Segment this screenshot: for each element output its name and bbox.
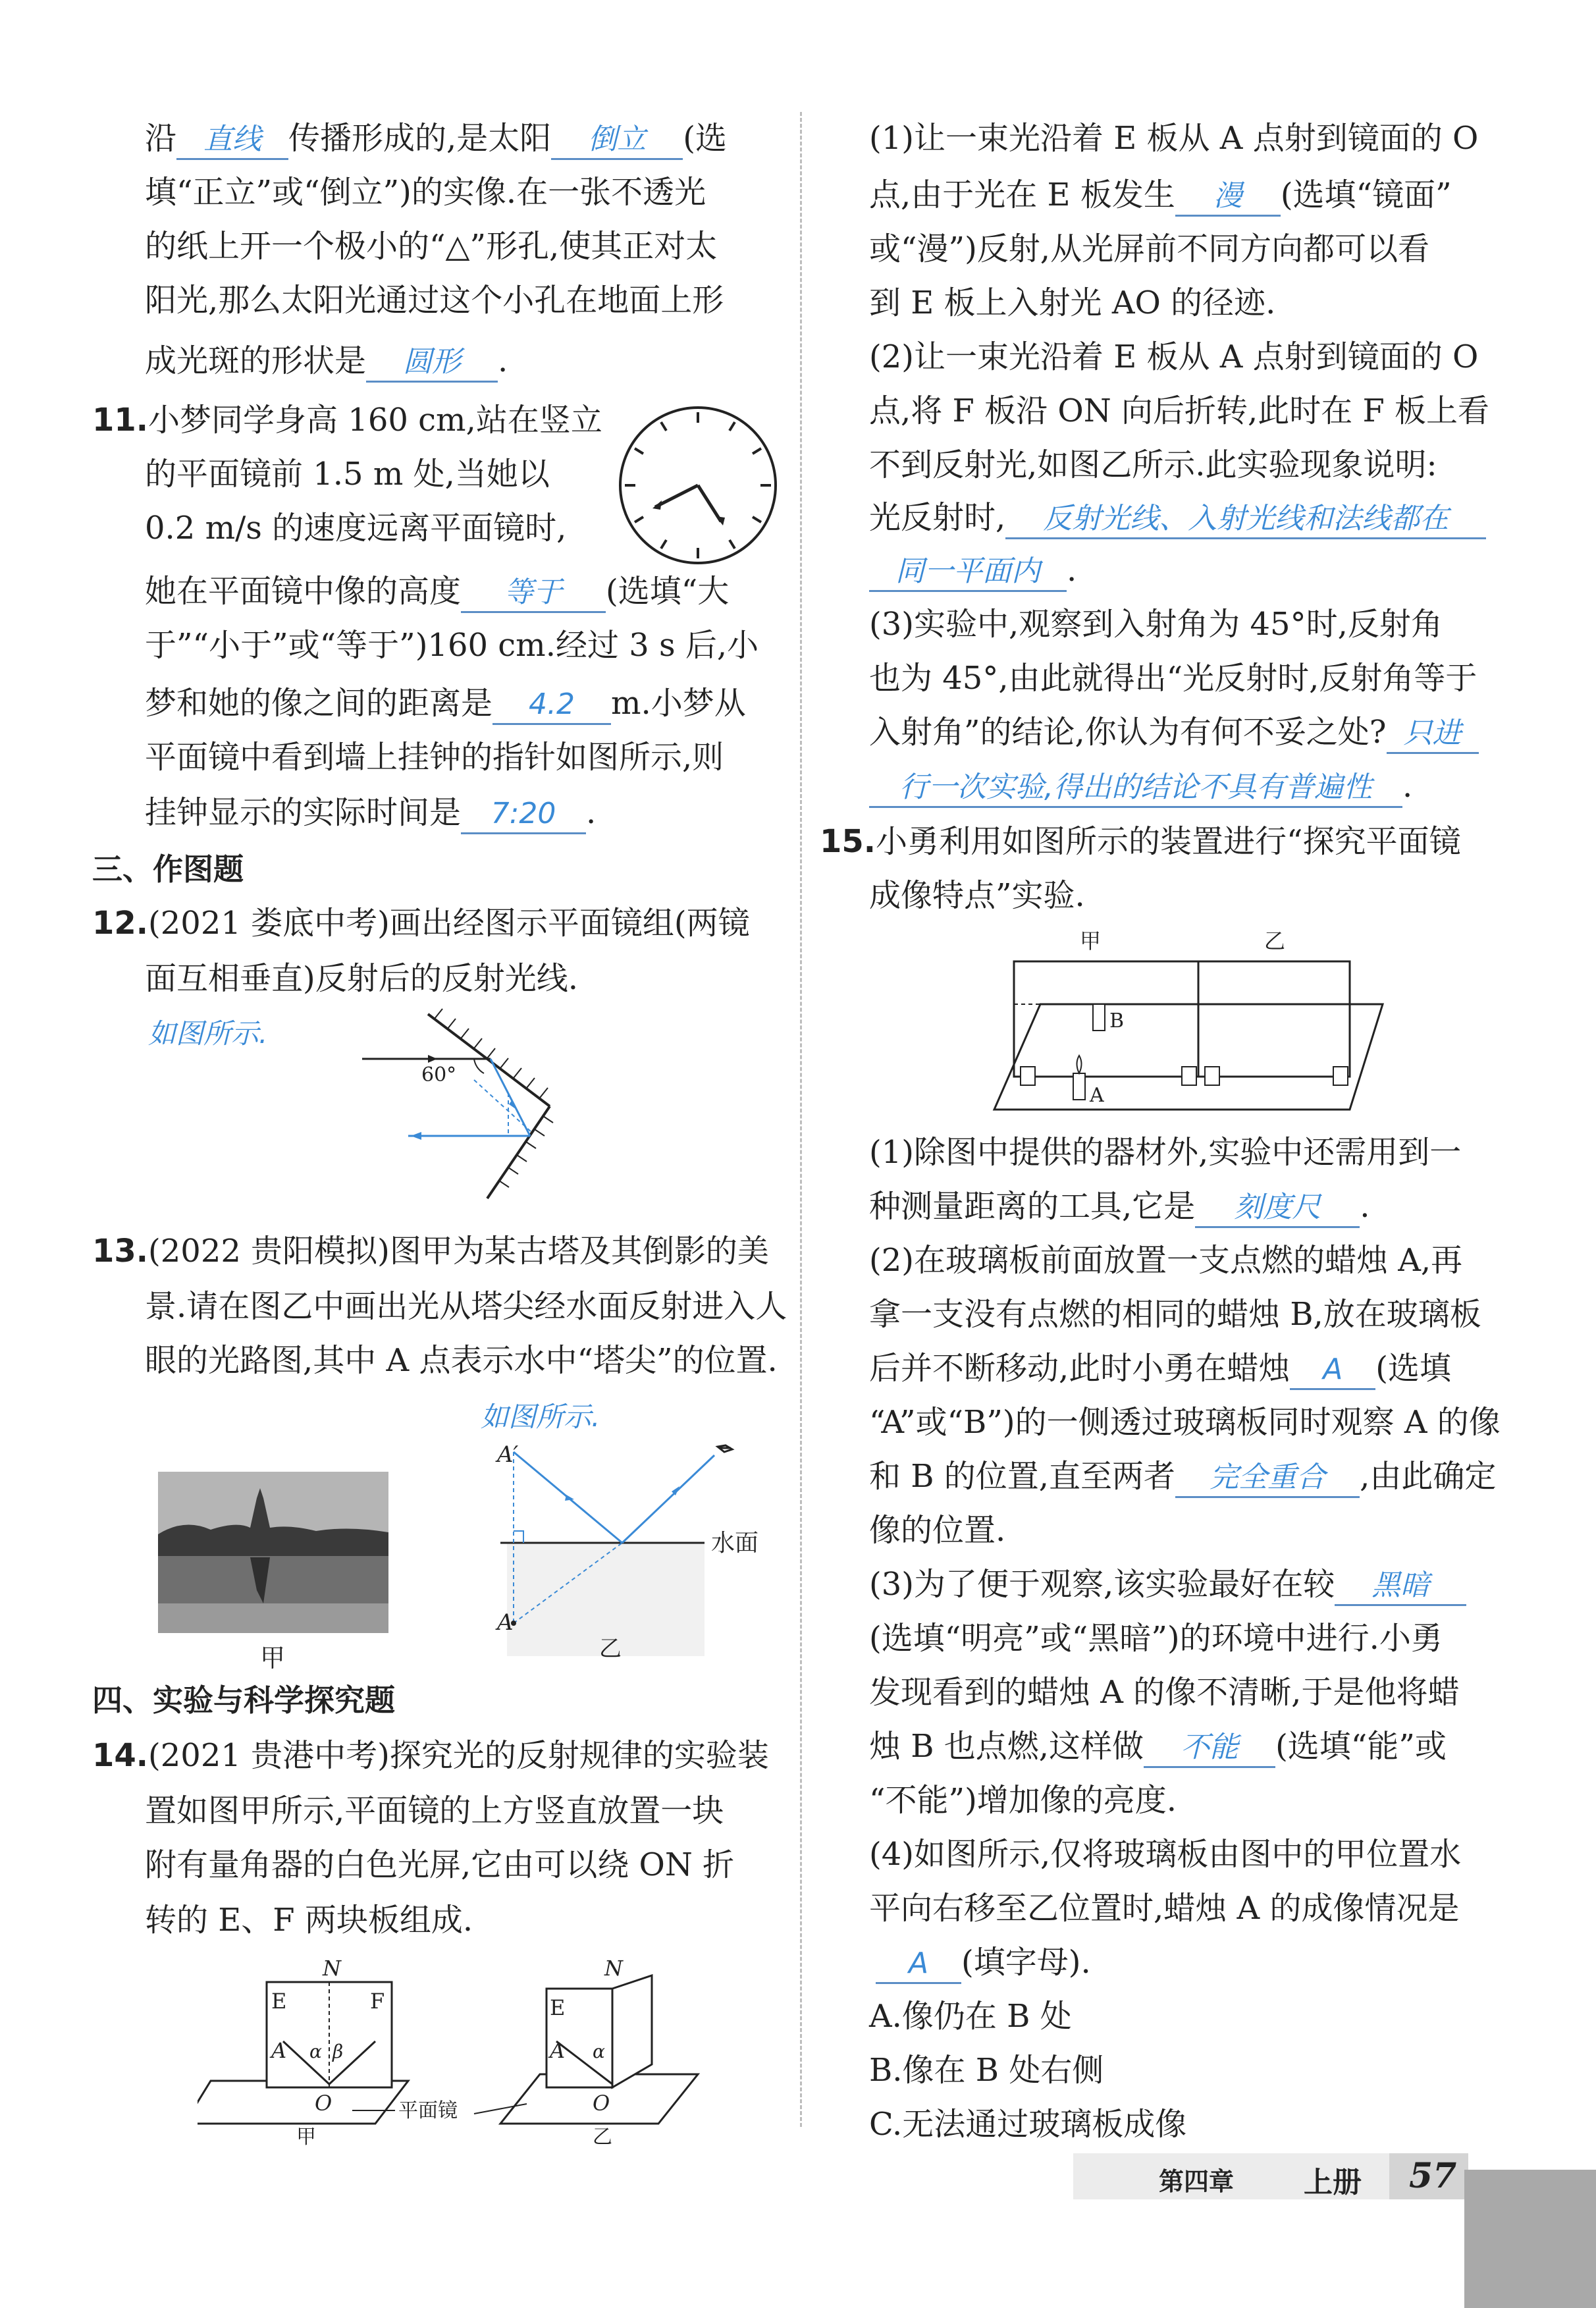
label-mirror: 平面镜 xyxy=(398,2099,458,2122)
label-O-yi: O xyxy=(593,2091,610,2116)
q13-line1 xyxy=(92,1231,769,1271)
eye-icon xyxy=(718,1445,732,1452)
label-yi: 乙 xyxy=(1264,928,1286,953)
text: (选填 xyxy=(1375,1350,1451,1387)
stand-mid2 xyxy=(1205,1067,1219,1085)
q10-line3: 的纸上开一个极小的“△”形孔,使其正对太 xyxy=(145,228,718,265)
q14-line2: 置如图甲所示,平面镜的上方竖直放置一块 xyxy=(145,1792,724,1829)
q14-p2-line2: 点,将 F 板沿 ON 向后折转,此时在 F 板上看 xyxy=(869,392,1490,429)
answer-blank: 只进 xyxy=(1387,715,1479,754)
q14-p1-line1: (1)让一束光沿着 E 板从 A 点射到镜面的 O xyxy=(869,120,1479,157)
answer-blank: 圆形 xyxy=(366,344,498,383)
label-N-yi: N xyxy=(604,1956,623,1981)
text: m.小梦从 xyxy=(611,685,746,722)
q13-reflection-figure xyxy=(487,1432,777,1669)
minute-hand-tip xyxy=(716,516,725,525)
section-3-title: 三、作图题 xyxy=(92,851,244,887)
incident-arrow xyxy=(565,1495,574,1501)
q14-p3-line3 xyxy=(869,712,1479,754)
q14-p3-line4 xyxy=(869,766,1412,808)
q14-line4: 转的 E、F 两块板组成. xyxy=(145,1902,473,1939)
hour-hand xyxy=(655,485,698,507)
answer-blank: 刻度尺 xyxy=(1195,1189,1360,1228)
volume-label: 上册 xyxy=(1304,2166,1362,2199)
text: . xyxy=(1402,768,1413,805)
question-number: 15. xyxy=(820,823,876,860)
minute-hand xyxy=(698,485,721,522)
text: . xyxy=(1360,1188,1370,1225)
q14-p1-line3: 或“漫”)反射,从光屏前不同方向都可以看 xyxy=(869,230,1430,267)
answer-blank: 黑暗 xyxy=(1335,1567,1466,1606)
q15-p3-line3: 发现看到的蜡烛 A 的像不清晰,于是他将蜡 xyxy=(869,1674,1460,1711)
reflected-ray xyxy=(622,1455,714,1543)
text: (选 xyxy=(683,120,728,157)
q15-p2-line6: 像的位置. xyxy=(869,1512,1006,1549)
photo-label-jia: 甲 xyxy=(260,1644,286,1673)
q11-line3: 0.2 m/s 的速度远离平面镜时, xyxy=(145,510,567,547)
clock-figure xyxy=(616,403,780,568)
label-beta: β xyxy=(332,2041,344,2062)
text: 她在平面镜中像的高度 xyxy=(145,573,462,610)
reflected-ray-1 xyxy=(491,1059,530,1136)
text: (2021 娄底中考)画出经图示平面镜组(两镜 xyxy=(148,905,750,942)
q10-line5 xyxy=(145,341,508,383)
flame-icon xyxy=(1077,1056,1082,1073)
text: . xyxy=(1067,552,1077,589)
label-A: A xyxy=(1090,1084,1104,1107)
label-F: F xyxy=(370,1989,385,2014)
question-number: 14. xyxy=(92,1737,149,1774)
q14-p1-line4: 到 E 板上入射光 AO 的径迹. xyxy=(869,284,1276,321)
label-jia: 甲 xyxy=(296,2126,316,2147)
text: ,由此确定 xyxy=(1360,1458,1497,1495)
text: 挂钟显示的实际时间是 xyxy=(145,794,462,831)
label-O: O xyxy=(315,2091,332,2116)
text: 小梦同学身高 160 cm,站在竖立 xyxy=(148,402,602,439)
right-angle-mark xyxy=(514,1531,523,1543)
text: 梦和她的像之间的距离是 xyxy=(145,685,493,722)
option-a: A.像仍在 B 处 xyxy=(869,1998,1072,2035)
answer-blank: 反射光线、入射光线和法线都在 xyxy=(1005,500,1486,539)
chapter-label: 第四章 xyxy=(1159,2167,1235,2196)
text: 传播形成的,是太阳 xyxy=(288,120,552,157)
page-number: 57 xyxy=(1409,2156,1457,2196)
stand-left xyxy=(1021,1067,1035,1085)
text: (选填“能”或 xyxy=(1275,1728,1447,1765)
q15-p2-line5 xyxy=(869,1457,1496,1498)
label-jia: 甲 xyxy=(1080,928,1102,953)
q11-line5: 于”“小于”或“等于”)160 cm.经过 3 s 后,小 xyxy=(145,627,759,664)
q10-line4: 阳光,那么太阳光通过这个小孔在地面上形 xyxy=(145,282,724,319)
q15-p2-line1: (2)在玻璃板前面放置一支点燃的蜡烛 A,再 xyxy=(869,1242,1463,1279)
q14-p1-line2 xyxy=(869,175,1452,217)
q14-p2-line4 xyxy=(869,498,1486,539)
q15-p1-line2 xyxy=(869,1187,1370,1228)
text: (填字母). xyxy=(961,1944,1091,1981)
text: 点,由于光在 E 板发生 xyxy=(869,176,1175,213)
q14-p2-line1: (2)让一束光沿着 E 板从 A 点射到镜面的 O xyxy=(869,338,1479,375)
label-E: E xyxy=(271,1989,287,2014)
q15-p3-line1 xyxy=(869,1565,1466,1606)
answer-blank: 完全重合 xyxy=(1175,1459,1360,1498)
q12-line2: 面互相垂直)反射后的反射光线. xyxy=(145,960,578,997)
hour-hand-tip xyxy=(652,500,662,510)
q15-p2-line3 xyxy=(869,1349,1451,1390)
mirror-upper xyxy=(428,1014,550,1106)
candle-A xyxy=(1073,1073,1085,1100)
stand-right xyxy=(1333,1067,1348,1085)
answer-blank: 倒立 xyxy=(551,121,683,160)
q10-line1 xyxy=(145,119,727,160)
label-B: B xyxy=(1109,1009,1125,1033)
label-A: A xyxy=(271,2038,287,2063)
text: . xyxy=(498,342,508,379)
q14-p2-line3: 不到反射光,如图乙所示.此实验现象说明: xyxy=(869,446,1437,483)
text: 入射角”的结论,你认为有何不妥之处? xyxy=(869,714,1387,751)
q11-line2: 的平面镜前 1.5 m 处,当她以 xyxy=(145,456,550,493)
text: (2021 贵港中考)探究光的反射规律的实验装 xyxy=(148,1737,769,1774)
q15-p3-line2: (选填“明亮”或“黑暗”)的环境中进行.小勇 xyxy=(869,1620,1443,1657)
q15-line2: 成像特点”实验. xyxy=(869,877,1085,914)
text: 烛 B 也点燃,这样做 xyxy=(869,1728,1144,1765)
label-N: N xyxy=(323,1956,341,1981)
text: 成光斑的形状是 xyxy=(145,342,367,379)
answer-blank: 同一平面内 xyxy=(869,553,1067,592)
q15-p3-line5: “不能”)增加像的亮度. xyxy=(869,1782,1177,1819)
label-alpha-yi: α xyxy=(593,2041,605,2062)
q12-mirror-figure xyxy=(356,1007,579,1205)
label-A-yi: A xyxy=(550,2038,566,2063)
q14-apparatus-figure xyxy=(198,1956,711,2147)
q13-line3: 眼的光路图,其中 A 点表示水中“塔尖”的位置. xyxy=(145,1342,778,1379)
q14-line1 xyxy=(92,1736,769,1775)
text: (选填“大 xyxy=(606,573,730,610)
q15-p4-line2: 平向右移至乙位置时,蜡烛 A 的成像情况是 xyxy=(869,1890,1460,1927)
label-alpha: α xyxy=(309,2041,322,2062)
answer-blank: A xyxy=(876,1945,961,1984)
q15-p3-line4 xyxy=(869,1727,1447,1768)
angle-label: 60° xyxy=(421,1063,457,1087)
apparatus-yi xyxy=(500,1956,698,2147)
incident-arrow xyxy=(428,1055,437,1063)
q11-line7: 平面镜中看到墙上挂钟的指针如图所示,则 xyxy=(145,739,724,776)
q10-line2: 填“正立”或“倒立”)的实像.在一张不透光 xyxy=(145,174,706,211)
q15-p4-line1: (4)如图所示,仅将玻璃板由图中的甲位置水 xyxy=(869,1836,1462,1873)
text: 光反射时, xyxy=(869,499,1006,536)
q11-line6 xyxy=(145,684,746,725)
answer-blank: 行一次实验,得出的结论不具有普遍性 xyxy=(869,769,1402,808)
answer-blank: 7:20 xyxy=(461,795,586,834)
text: 和 B 的位置,直至两者 xyxy=(869,1458,1176,1495)
text: 小勇利用如图所示的装置进行“探究平面镜 xyxy=(876,823,1461,860)
question-number: 12. xyxy=(92,905,149,942)
q15-line1 xyxy=(820,822,1461,861)
answer-blank: A xyxy=(1290,1351,1375,1390)
q13-handwritten-note: 如图所示. xyxy=(481,1401,600,1433)
apparatus-jia xyxy=(198,1956,408,2147)
label-E-yi: E xyxy=(550,1995,566,2020)
q14-p3-line1: (3)实验中,观察到入射角为 45°时,反射角 xyxy=(869,606,1443,643)
text: 种测量距离的工具,它是 xyxy=(869,1188,1196,1225)
question-number: 13. xyxy=(92,1233,149,1270)
q11-line1 xyxy=(92,400,602,440)
mirror-pointer-2 xyxy=(474,2104,527,2114)
question-number: 11. xyxy=(92,402,149,439)
answer-blank: 直线 xyxy=(176,121,288,160)
q15-apparatus-figure xyxy=(981,925,1389,1116)
page-edge-tab xyxy=(1464,2170,1596,2308)
text: (选填“镜面” xyxy=(1280,176,1452,213)
q14-p2-line5 xyxy=(869,550,1077,592)
option-c: C.无法通过玻璃板成像 xyxy=(869,2106,1187,2143)
section-4-title: 四、实验与科学探究题 xyxy=(92,1682,395,1718)
reflected-arrow-2 xyxy=(411,1132,421,1140)
q11-line8 xyxy=(145,793,596,834)
option-b: B.像在 B 处右侧 xyxy=(869,2052,1104,2089)
q14-line3: 附有量角器的白色光屏,它由可以绕 ON 折 xyxy=(145,1846,735,1883)
label-yi: 乙 xyxy=(599,1636,622,1662)
answer-blank: 等于 xyxy=(461,574,606,613)
answer-blank: 不能 xyxy=(1144,1729,1275,1768)
q12-line1 xyxy=(92,903,750,943)
text: . xyxy=(586,794,597,831)
label-yi: 乙 xyxy=(593,2126,612,2147)
q13-line2: 景.请在图乙中画出光从塔尖经水面反射进入人 xyxy=(145,1288,787,1325)
text: (2022 贵阳模拟)图甲为某古塔及其倒影的美 xyxy=(148,1233,769,1270)
q12-handwritten-note: 如图所示. xyxy=(148,1017,268,1050)
glass-plate-jia xyxy=(1014,961,1198,1077)
label-Aprime: A′ xyxy=(497,1441,519,1468)
column-divider xyxy=(800,112,802,2127)
q14-p3-line2: 也为 45°,由此就得出“光反射时,反射角等于 xyxy=(869,660,1477,697)
pagoda-photo xyxy=(158,1472,388,1633)
angle-arc xyxy=(474,1059,484,1073)
q15-p2-line2: 拿一支没有点燃的相同的蜡烛 B,放在玻璃板 xyxy=(869,1296,1481,1333)
answer-blank: 4.2 xyxy=(492,686,611,725)
answer-blank: 漫 xyxy=(1175,178,1281,217)
q15-p4-line3 xyxy=(876,1943,1091,1984)
q15-p1-line1: (1)除图中提供的器材外,实验中还需用到一 xyxy=(869,1134,1462,1171)
text: 后并不断移动,此时小勇在蜡烛 xyxy=(869,1350,1290,1387)
stand-mid xyxy=(1182,1067,1196,1085)
q15-p2-line4: “A”或“B”)的一侧透过玻璃板同时观察 A 的像 xyxy=(869,1404,1501,1441)
label-A: A xyxy=(497,1609,514,1636)
water-label: 水面 xyxy=(711,1530,759,1557)
table-plane xyxy=(994,1004,1383,1110)
candle-B xyxy=(1093,1004,1105,1031)
text: (3)为了便于观察,该实验最好在较 xyxy=(869,1566,1335,1603)
q11-line4 xyxy=(145,572,729,613)
glass-plate-yi xyxy=(1198,961,1350,1077)
text: 沿 xyxy=(145,120,177,157)
